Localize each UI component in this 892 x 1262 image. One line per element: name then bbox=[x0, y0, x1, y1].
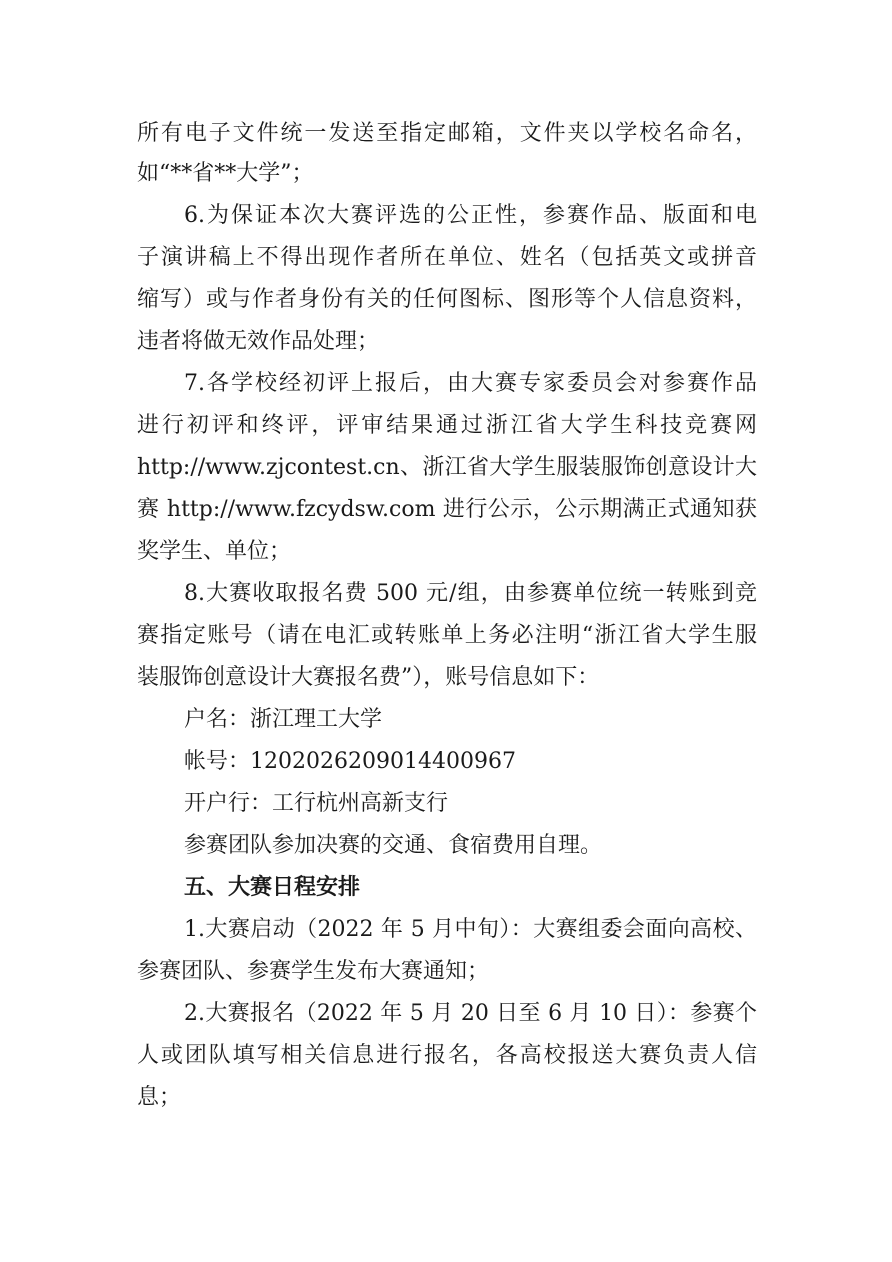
text-line: 装服饰创意设计大赛报名费”），账号信息如下： bbox=[137, 665, 600, 690]
text-line: 赛指定账号（请在电汇或转账单上务必注明“浙江省大学生服 bbox=[137, 623, 757, 648]
schedule-item-1-start: 1.大赛启动（2022 年 5 月中旬）：大赛组委会面向高校、 bbox=[184, 917, 757, 942]
text-line: 进行初评和终评，评审结果通过浙江省大学生科技竞赛网 bbox=[137, 413, 757, 438]
text-line: 所有电子文件统一发送至指定邮箱，文件夹以学校名命名， bbox=[137, 121, 757, 146]
text-line: http://www.zjcontest.cn、浙江省大学生服装服饰创意设计大 bbox=[137, 455, 757, 480]
bank-name: 开户行：工行杭州高新支行 bbox=[184, 791, 449, 816]
expenses-note: 参赛团队参加决赛的交通、食宿费用自理。 bbox=[184, 833, 603, 858]
paragraph-7-start: 7.各学校经初评上报后，由大赛专家委员会对参赛作品 bbox=[184, 371, 757, 396]
text-line: 子演讲稿上不得出现作者所在单位、姓名（包括英文或拼音 bbox=[137, 245, 757, 270]
section-heading: 五、大赛日程安排 bbox=[184, 875, 361, 900]
text-line: 赛 http://www.fzcydsw.com 进行公示，公示期满正式通知获 bbox=[137, 497, 757, 522]
text-line: 如“**省**大学”； bbox=[137, 161, 314, 186]
account-name: 户名：浙江理工大学 bbox=[184, 707, 383, 732]
paragraph-6-start: 6.为保证本次大赛评选的公正性，参赛作品、版面和电 bbox=[184, 203, 757, 228]
text-line: 人或团队填写相关信息进行报名，各高校报送大赛负责人信 bbox=[137, 1043, 757, 1068]
text-line: 违者将做无效作品处理； bbox=[137, 329, 380, 354]
text-line: 息； bbox=[137, 1085, 182, 1110]
text-line: 参赛团队、参赛学生发布大赛通知； bbox=[137, 959, 490, 984]
text-line: 奖学生、单位； bbox=[137, 539, 292, 564]
account-number: 帐号：1202026209014400967 bbox=[184, 749, 516, 774]
paragraph-8-start: 8.大赛收取报名费 500 元/组，由参赛单位统一转账到竞 bbox=[184, 581, 757, 606]
text-line: 缩写）或与作者身份有关的任何图标、图形等个人信息资料， bbox=[137, 287, 757, 312]
schedule-item-2-start: 2.大赛报名（2022 年 5 月 20 日至 6 月 10 日）：参赛个 bbox=[184, 1001, 757, 1026]
